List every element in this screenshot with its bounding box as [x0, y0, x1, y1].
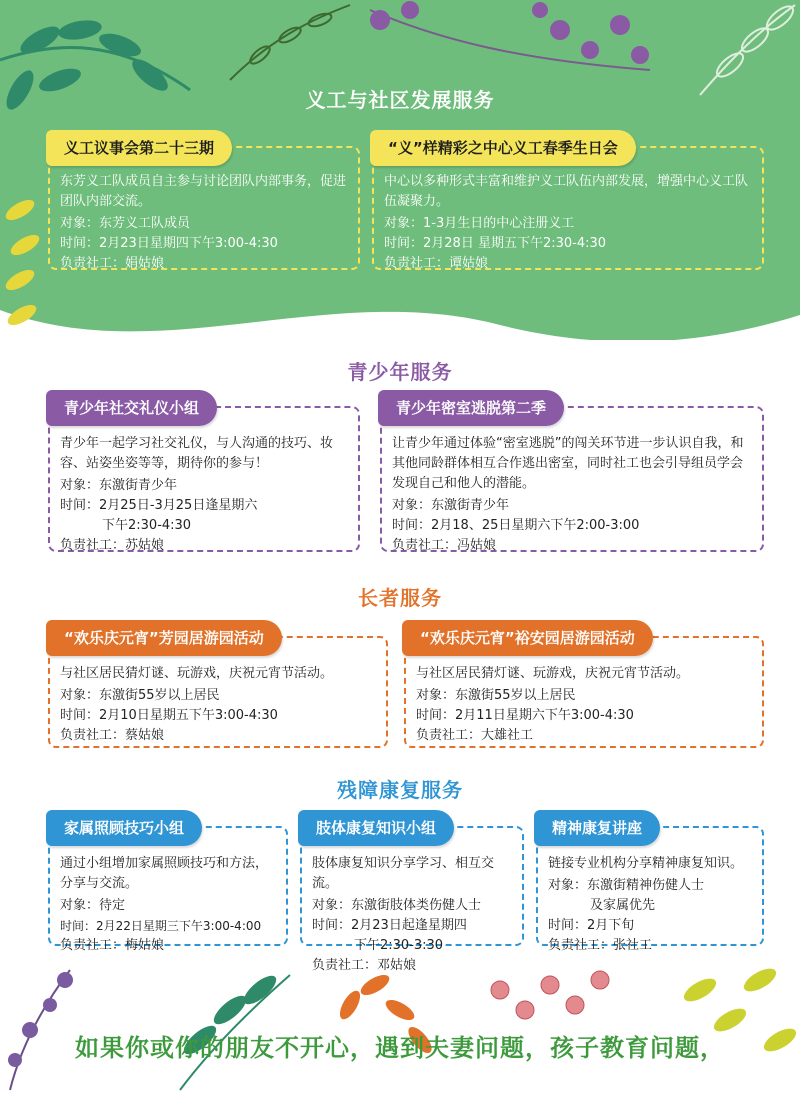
volunteer-card-2 [372, 139, 764, 271]
card-target: 对象：东激街精神伤健人士 [548, 878, 705, 893]
volunteer-section-title: 义工与社区发展服务 [305, 88, 495, 112]
elder-card-1-tab: “欢乐庆元宵”芳园居游园活动 [46, 620, 282, 656]
card-target: 对象：东激街青少年 [392, 498, 510, 513]
card-description: 青少年一起学习社交礼仪，与人沟通的技巧、妆容、站姿坐姿等等，期待你的参与！ [60, 436, 334, 471]
card-worker: 负责社工：谭姑娘 [384, 256, 489, 271]
youth-card-1-body [60, 434, 348, 556]
card-description: 让青少年通过体验“密室逃脱”的闯关环节进一步认识自我，和其他同龄群体相互合作逃出密室，同时社工也会引导组员学会发现自己和他人的潜能。 [392, 436, 744, 491]
card-time: 时间：2月下旬 [548, 918, 635, 933]
card-target: 对象：东芳义工队成员 [60, 216, 191, 231]
disability-card-1 [48, 819, 288, 953]
berry-decoration-icon [360, 0, 660, 90]
card-worker: 负责社工：娟姑娘 [60, 256, 165, 271]
youth-card-1-tab: 青少年社交礼仪小组 [46, 390, 217, 426]
card-description: 与社区居民猜灯谜、玩游戏，庆祝元宵节活动。 [60, 666, 334, 681]
card-time-continued: 下午2:30-3:30 [354, 938, 444, 953]
volunteer-card-2-body [384, 172, 752, 274]
disability-card-1-tab: 家属照顾技巧小组 [46, 810, 202, 846]
footer-message: 如果你或你的朋友不开心，遇到夫妻问题，孩子教育问题， [75, 1034, 725, 1062]
youth-card-2-body [392, 434, 752, 556]
card-time: 时间：2月22日星期三下午3:00-4:00 [60, 919, 262, 933]
wave-divider [0, 270, 800, 370]
yellow-leaf-decoration-icon [0, 190, 50, 340]
disability-card-3-body [548, 854, 752, 956]
disability-section-title: 残障康复服务 [337, 778, 463, 802]
card-description: 肢体康复知识分享学习、相互交流。 [312, 856, 495, 891]
youth-card-1 [48, 399, 360, 553]
bottom-plants-decoration-icon [0, 950, 800, 1093]
disability-card-2 [300, 819, 524, 973]
card-target: 对象：东激街肢体类伤健人士 [312, 898, 482, 913]
card-target: 对象：东激街55岁以上居民 [60, 688, 220, 703]
card-time: 时间：2月10日星期五下午3:00-4:30 [60, 708, 278, 723]
card-target: 对象：东激街青少年 [60, 478, 178, 493]
card-description: 通过小组增加家属照顾技巧和方法，分享与交流。 [60, 856, 269, 891]
elder-section-title: 长者服务 [358, 586, 442, 610]
card-time: 时间：2月11日星期六下午3:00-4:30 [416, 708, 634, 723]
card-target: 对象：1-3月生日的中心注册义工 [384, 216, 575, 231]
disability-card-1-body [60, 854, 276, 956]
volunteer-card-2-tab: “义”样精彩之中心义工春季生日会 [370, 130, 636, 166]
disability-card-3-tab: 精神康复讲座 [534, 810, 660, 846]
disability-card-2-tab: 肢体康复知识小组 [298, 810, 454, 846]
card-worker: 负责社工：蔡姑娘 [60, 728, 165, 743]
card-time: 时间：2月25日-3月25日逢星期六 [60, 498, 258, 513]
sprig-decoration-icon [220, 0, 360, 90]
youth-section-title: 青少年服务 [347, 360, 453, 384]
card-worker: 负责社工：邓姑娘 [312, 958, 417, 973]
youth-card-2-tab: 青少年密室逃脱第二季 [378, 390, 564, 426]
card-time: 时间：2月28日 星期五下午2:30-4:30 [384, 236, 607, 251]
card-time-continued: 下午2:30-4:30 [102, 518, 192, 533]
disability-card-3 [536, 819, 764, 953]
card-time: 时间：2月18、25日星期六下午2:00-3:00 [392, 518, 640, 533]
elder-card-2-body [416, 664, 752, 746]
card-worker: 负责社工：大雄社工 [416, 728, 534, 743]
card-target-continued: 及家属优先 [590, 898, 656, 913]
card-worker: 负责社工：冯姑娘 [392, 538, 497, 553]
card-worker: 负责社工：苏姑娘 [60, 538, 165, 553]
elder-card-1 [48, 629, 388, 748]
card-description: 链接专业机构分享精神康复知识。 [548, 856, 744, 871]
volunteer-card-1-tab: 义工议事会第二十三期 [46, 130, 232, 166]
card-worker: 负责社工：张社工 [548, 938, 653, 953]
volunteer-card-1-body [60, 172, 348, 274]
card-description: 中心以多种形式丰富和维护义工队伍内部发展，增强中心义工队伍凝聚力。 [384, 174, 749, 209]
card-description: 与社区居民猜灯谜、玩游戏，庆祝元宵节活动。 [416, 666, 690, 681]
card-worker: 负责社工：梅姑娘 [60, 938, 165, 953]
card-time: 时间：2月23日起逢星期四 [312, 918, 467, 933]
elder-card-1-body [60, 664, 376, 746]
elder-card-2 [404, 629, 764, 748]
youth-card-2 [380, 399, 764, 553]
card-target: 对象：待定 [60, 898, 126, 913]
card-description: 东芳义工队成员自主参与讨论团队内部事务，促进团队内部交流。 [60, 174, 347, 209]
card-time: 时间：2月23日星期四下午3:00-4:30 [60, 236, 278, 251]
elder-card-2-tab: “欢乐庆元宵”裕安园居游园活动 [402, 620, 653, 656]
volunteer-card-1 [48, 139, 360, 271]
card-target: 对象：东激街55岁以上居民 [416, 688, 576, 703]
